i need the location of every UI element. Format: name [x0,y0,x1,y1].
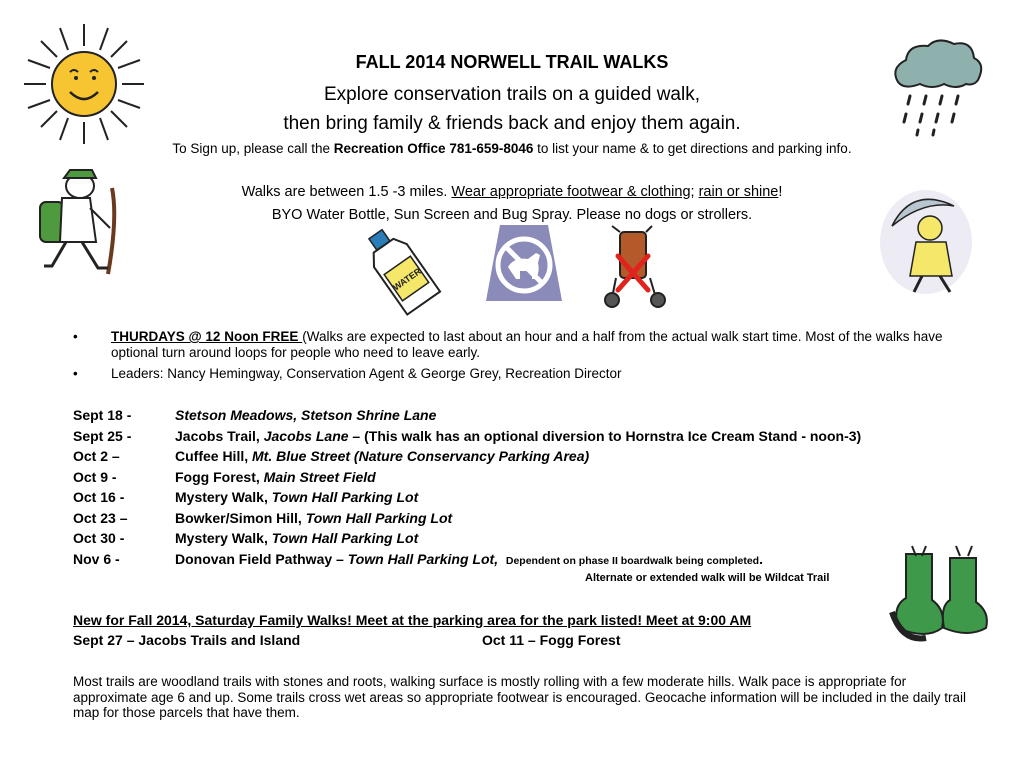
bullet-marker: • [73,366,78,381]
schedule-location: Fogg Forest, Main Street Field [175,469,376,485]
schedule-location: Cuffee Hill, Mt. Blue Street (Nature Conservancy Parking Area) [175,448,590,464]
leaders-text: Leaders: Nancy Hemingway, Conservation Agent & George Grey, Recreation Director [111,366,622,381]
subtitle-line-1: Explore conservation trails on a guided walk, [324,84,700,105]
walks-end: ! [778,184,783,200]
schedule-date: Oct 23 – [73,510,128,526]
recreation-office-phone: Recreation Office 781-659-8046 [333,141,534,156]
schedule-location: Jacobs Trail, Jacobs Lane – (This walk has an optional diversion to Hornstra Ice Cream Stand - noon-3) [175,428,862,444]
signup-prefix: To Sign up, please call the [172,141,334,156]
walks-info [0,184,1024,200]
page-title: FALL 2014 NORWELL TRAIL WALKS [355,52,669,72]
schedule-date: Oct 9 - [73,469,117,485]
signup-suffix: to list your name & to get directions and parking info. [533,141,852,156]
thursdays-label: THURDAYS @ 12 Noon FREE [111,329,303,344]
umbrella-child-icon [876,186,976,298]
schedule-location: Mystery Walk, Town Hall Parking Lot [175,530,419,546]
saturday-walks-heading: New for Fall 2014, Saturday Family Walks! Meet at the parking area for the park listed! Meet at 9:00 AM [73,612,752,628]
water-bottle-icon [356,220,452,316]
bullet-marker: • [73,329,78,344]
no-dogs-icon [486,225,562,301]
schedule-location: Bowker/Simon Hill, Town Hall Parking Lot [175,510,453,526]
water-bottle-label: WATER [391,266,423,293]
schedule-date: Oct 30 - [73,530,125,546]
footwear-note: Wear appropriate footwear & clothing [451,184,691,200]
bullet-text [111,329,971,361]
schedule-date: Oct 2 – [73,448,120,464]
schedule-date: Sept 25 - [73,428,132,444]
trail-description: Most trails are woodland trails with stones and roots, walking surface is mostly rolling with a few moderate hills. Walk pace is appropriate for approximate age 6 and up. Some trails cross wet areas so appropriate footwear is encouraged. Geocache information will be included in the daily trail map for those parcels that have them. [73,674,966,720]
rain-or-shine-note: rain or shine [698,184,779,200]
walks-separator: ; [690,184,699,200]
subtitle-line-2: then bring family & friends back and enjoy them again. [283,113,741,134]
schedule-location: Donovan Field Pathway – Town Hall Parking Lot, Dependent on phase II boardwalk being completed. [175,551,763,567]
boardwalk-note: Dependent on phase II boardwalk being completed [505,555,760,567]
bullet-item-leaders [73,366,973,384]
walks-distance: Walks are between 1.5 -3 miles. [241,184,452,200]
bullet-item-thursdays [73,329,973,363]
saturday-walk-1: Sept 27 – Jacobs Trails and Island [73,632,301,648]
signup-info [0,141,1024,156]
schedule-date: Nov 6 - [73,551,120,567]
schedule-date: Oct 16 - [73,489,125,505]
thursdays-details: (Walks are expected to last about an hour and a half from the actual walk start time. Most of the walks have optional turn around loops for people who need to leave early. [111,329,943,360]
alternate-walk-note: Alternate or extended walk will be Wildcat Trail [585,572,830,584]
schedule-date: Sept 18 - [73,407,132,423]
saturday-walk-2: Oct 11 – Fogg Forest [482,632,621,648]
hiking-boots-icon [886,544,996,648]
no-strollers-icon [602,224,668,310]
schedule-location: Stetson Meadows, Stetson Shrine Lane [175,407,437,423]
byo-note: BYO Water Bottle, Sun Screen and Bug Spray. Please no dogs or strollers. [271,207,753,223]
schedule-location: Mystery Walk, Town Hall Parking Lot [175,489,419,505]
